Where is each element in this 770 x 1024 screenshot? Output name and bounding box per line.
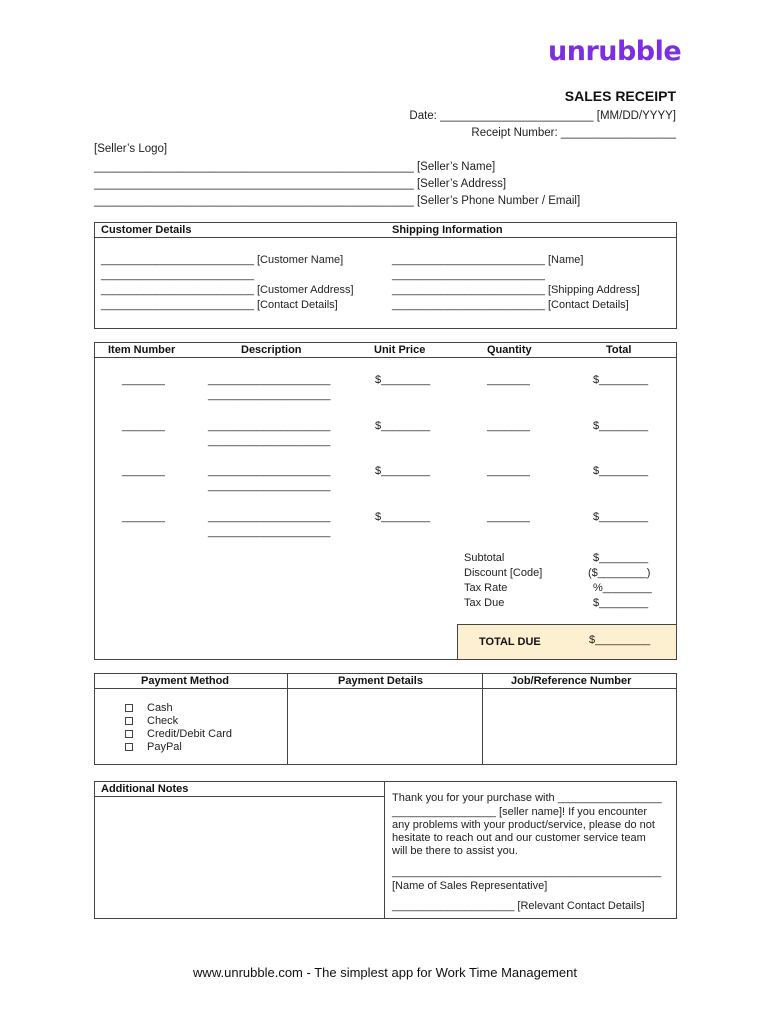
rep-signature-line[interactable]: ____________________________________________ — [392, 866, 662, 878]
item-number-field[interactable]: _______ — [122, 374, 165, 386]
shipping-contact-field[interactable]: _________________________ [Contact Details] — [392, 299, 629, 311]
col-job-reference: Job/Reference Number — [511, 675, 632, 687]
item-description-field[interactable]: ____________________ — [208, 420, 331, 432]
item-description-field[interactable]: ____________________ — [208, 435, 331, 447]
discount-label: Discount [Code] — [464, 567, 543, 579]
item-unit-price-field[interactable]: $________ — [375, 374, 431, 386]
item-total-field[interactable]: $________ — [593, 465, 649, 477]
thanks-text: _________________ [seller name]! If you encounter — [392, 806, 648, 818]
divider — [94, 796, 384, 797]
document-title: SALES RECEIPT — [564, 88, 676, 104]
shipping-address-field[interactable]: _________________________ [Shipping Address] — [392, 284, 640, 296]
customer-extra-field[interactable]: _________________________ — [101, 269, 254, 281]
tax-due-field[interactable]: $________ — [593, 597, 649, 609]
seller-name-field[interactable]: __________________________________________________ [Seller’s Name] — [94, 161, 496, 173]
customer-details-header: Customer Details — [101, 224, 192, 236]
tax-rate-label: Tax Rate — [464, 582, 508, 594]
discount-field[interactable]: ($________) — [588, 567, 651, 579]
date-field[interactable]: Date: ________________________ [MM/DD/YYYY] — [409, 110, 676, 122]
contact-details-field[interactable]: ____________________ [Relevant Contact Details] — [392, 900, 645, 912]
additional-notes-header: Additional Notes — [101, 783, 189, 795]
customer-address-field[interactable]: _________________________ [Customer Address] — [101, 284, 354, 296]
item-total-field[interactable]: $________ — [593, 420, 649, 432]
item-quantity-field[interactable]: _______ — [487, 465, 530, 477]
item-description-field[interactable]: ____________________ — [208, 526, 331, 538]
checkbox-icon[interactable] — [125, 717, 133, 725]
payment-option-paypal[interactable]: PayPal — [125, 741, 182, 753]
shipping-name-field[interactable]: _________________________ [Name] — [392, 254, 584, 266]
checkbox-icon[interactable] — [125, 704, 133, 712]
item-number-field[interactable]: _______ — [122, 511, 165, 523]
customer-name-field[interactable]: _________________________ [Customer Name] — [101, 254, 344, 266]
divider — [94, 357, 677, 358]
col-description: Description — [241, 344, 302, 356]
divider — [384, 781, 385, 919]
shipping-info-header: Shipping Information — [392, 224, 503, 236]
item-quantity-field[interactable]: _______ — [487, 420, 530, 432]
item-description-field[interactable]: ____________________ — [208, 389, 331, 401]
customer-contact-field[interactable]: _________________________ [Contact Details] — [101, 299, 338, 311]
payment-option-card[interactable]: Credit/Debit Card — [125, 728, 232, 740]
total-due-label: TOTAL DUE — [479, 636, 541, 648]
items-table — [94, 342, 677, 660]
rep-name-label: [Name of Sales Representative] — [392, 880, 548, 892]
item-unit-price-field[interactable]: $________ — [375, 511, 431, 523]
payment-option-check[interactable]: Check — [125, 715, 178, 727]
divider — [94, 237, 677, 238]
payment-option-cash[interactable]: Cash — [125, 702, 173, 714]
shipping-extra-field[interactable]: _________________________ — [392, 269, 545, 281]
item-total-field[interactable]: $________ — [593, 374, 649, 386]
item-unit-price-field[interactable]: $________ — [375, 420, 431, 432]
subtotal-label: Subtotal — [464, 552, 505, 564]
col-payment-method: Payment Method — [141, 675, 230, 687]
divider — [287, 673, 288, 765]
brand-logo: unrubble — [548, 36, 682, 67]
item-description-field[interactable]: ____________________ — [208, 465, 331, 477]
seller-logo-placeholder: [Seller’s Logo] — [94, 143, 168, 155]
item-total-field[interactable]: $________ — [593, 511, 649, 523]
col-unit-price: Unit Price — [374, 344, 426, 356]
footer-text: www.unrubble.com - The simplest app for Work Time Management — [193, 965, 577, 980]
seller-address-field[interactable]: __________________________________________________ [Seller’s Address] — [94, 178, 507, 190]
item-quantity-field[interactable]: _______ — [487, 374, 530, 386]
thanks-text: will be there to assist you. — [392, 845, 518, 857]
col-total: Total — [606, 344, 632, 356]
item-number-field[interactable]: _______ — [122, 420, 165, 432]
col-quantity: Quantity — [487, 344, 532, 356]
checkbox-icon[interactable] — [125, 743, 133, 751]
item-description-field[interactable]: ____________________ — [208, 511, 331, 523]
item-description-field[interactable]: ____________________ — [208, 374, 331, 386]
receipt-number-field[interactable]: Receipt Number: __________________ — [471, 127, 676, 139]
total-due-field[interactable]: $_________ — [589, 634, 651, 646]
subtotal-field[interactable]: $________ — [593, 552, 649, 564]
tax-rate-field[interactable]: %________ — [593, 582, 652, 594]
tax-due-label: Tax Due — [464, 597, 505, 609]
item-unit-price-field[interactable]: $________ — [375, 465, 431, 477]
item-quantity-field[interactable]: _______ — [487, 511, 530, 523]
thanks-text: Thank you for your purchase with _________________ — [392, 792, 662, 804]
seller-phone-field[interactable]: __________________________________________________ [Seller’s Phone Number / Email] — [94, 195, 581, 207]
thanks-text: hesitate to reach out and our customer service team — [392, 832, 646, 844]
checkbox-icon[interactable] — [125, 730, 133, 738]
item-description-field[interactable]: ____________________ — [208, 480, 331, 492]
item-number-field[interactable]: _______ — [122, 465, 165, 477]
col-item-number: Item Number — [108, 344, 176, 356]
divider — [482, 673, 483, 765]
thanks-text: any problems with your product/service, please do not — [392, 819, 655, 831]
divider — [94, 688, 677, 689]
col-payment-details: Payment Details — [338, 675, 423, 687]
